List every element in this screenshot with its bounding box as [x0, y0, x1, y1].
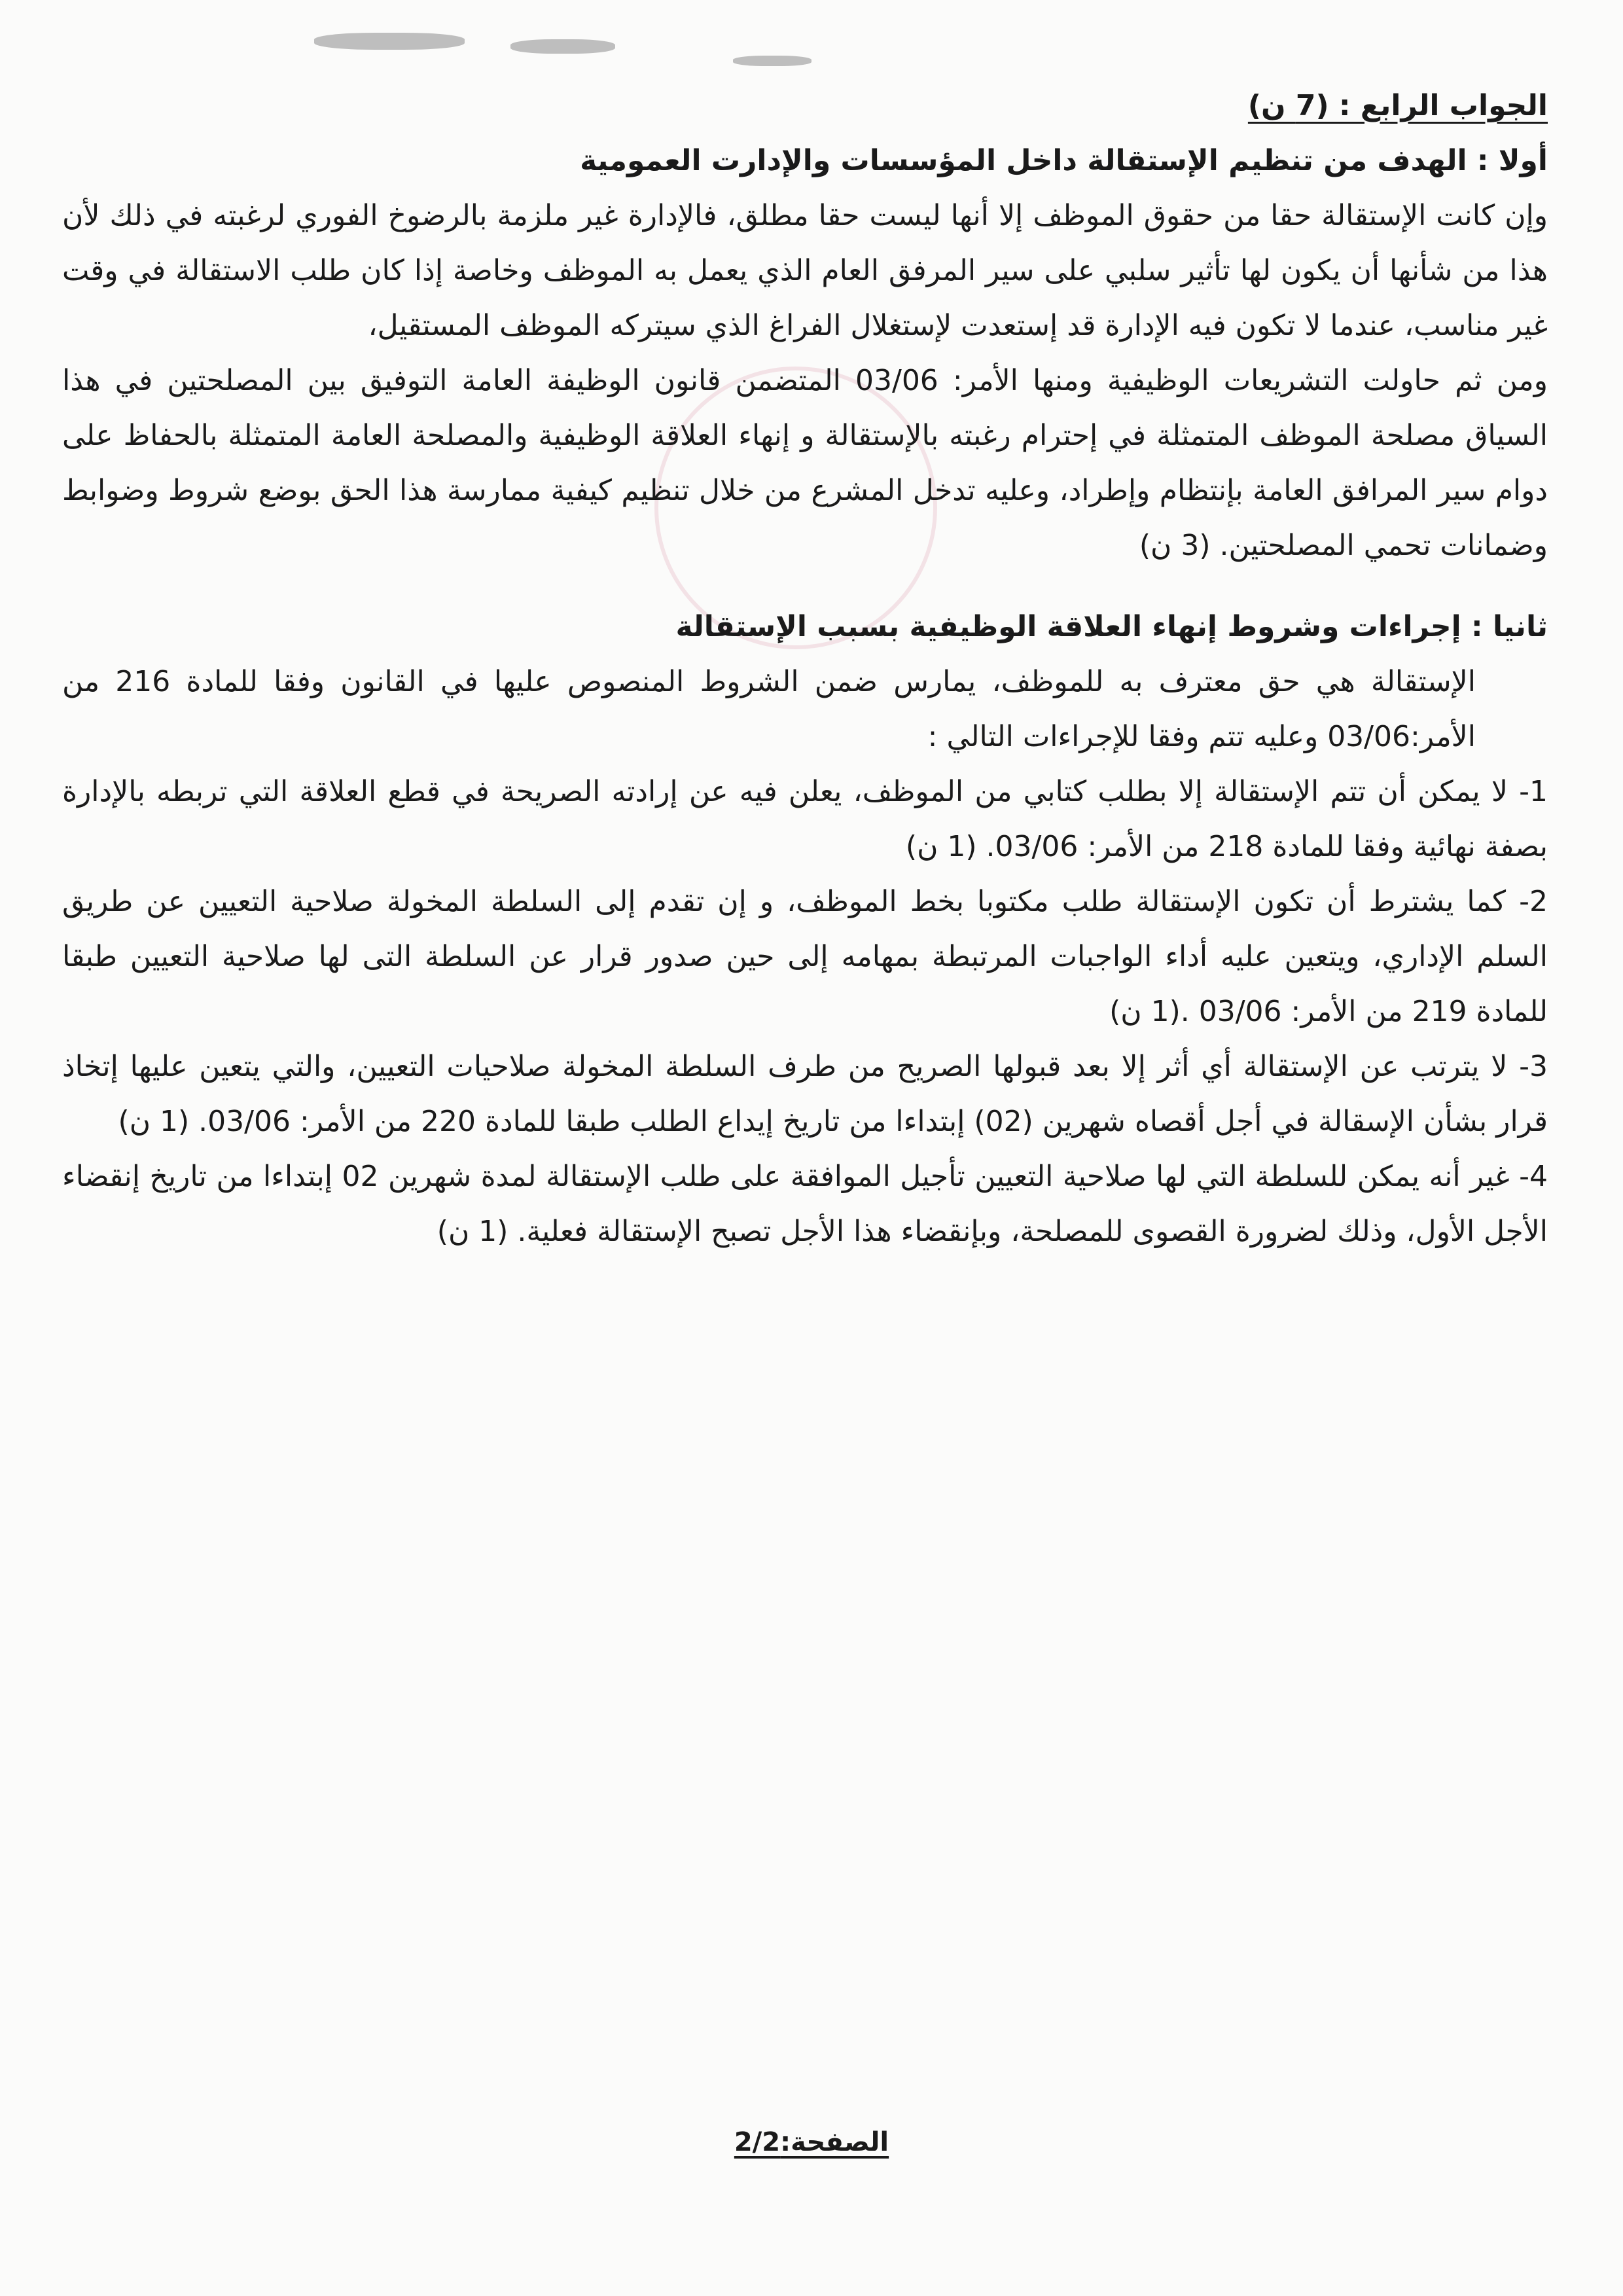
section-2-intro: الإستقالة هي حق معترف به للموظف، يمارس ضمن الشروط المنصوص عليها في القانون وفقا للمادة 216 من الأمر:03/06 وعليه تتم وفقا للإجراءات التالي : [62, 665, 1476, 753]
procedure-item: 4- غير أنه يمكن للسلطة التي لها صلاحية التعيين تأجيل الموافقة على طلب الإستقالة لمدة شهرين 02 إبتداءا من تاريخ إنقضاء الأجل الأول، وذلك لضرورة القصوى للمصلحة، وبإنقضاء هذا الأجل تصبح الإستقالة فعلية. (1 ن) [62, 1160, 1548, 1248]
answer-content [62, 79, 1548, 1259]
answer-heading: الجواب الرابع : (7 ن) [1247, 89, 1548, 122]
spacer [62, 573, 1548, 600]
scan-smudge [510, 39, 615, 54]
procedure-item: 3- لا يترتب عن الإستقالة أي أثر إلا بعد قبولها الصريح من طرف السلطة المخولة صلاحيات التعيين، والتي يتعين عليها إتخاذ قرار بشأن الإسقالة في أجل أقصاه شهرين (02) إبتداءا من تاريخ إيداع الطلب طبقا للمادة 220 من الأمر: 03/06. (1 ن) [62, 1050, 1548, 1138]
section-1-paragraph: ومن ثم حاولت التشريعات الوظيفية ومنها الأمر: 03/06 المتضمن قانون الوظيفة العامة التوفيق بين المصلحتين في هذا السياق مصلحة الموظف المتمثلة في إحترام رغبته بالإستقالة و إنهاء العلاقة الوظيفية والمصلحة العامة المتمثلة بالحفاظ على دوام سير المرافق العامة بإنتظام وإطراد، وعليه تدخل المشرع من خلال تنظيم كيفية ممارسة هذا الحق بوضع شروط وضوابط وضمانات تحمي المصلحتين. (3 ن) [62, 364, 1548, 562]
section-title-1: أولا : الهدف من تنظيم الإستقالة داخل المؤسسات والإدارت العمومية [580, 144, 1548, 177]
page-number: الصفحة:2/2 [734, 2127, 889, 2157]
procedure-item: 2- كما يشترط أن تكون الإستقالة طلب مكتوبا بخط الموظف، و إن تقدم إلى السلطة المخولة صلاحية التعيين عن طريق السلم الإداري، ويتعين عليه أداء الواجبات المرتبطة بمهامه إلى حين صدور قرار عن السلطة التى لها صلاحية التعيين طبقا للمادة 219 من الأمر: 03/06 .(1 ن) [62, 885, 1548, 1028]
scan-smudge [733, 56, 812, 66]
procedure-item: 1- لا يمكن أن تتم الإستقالة إلا بطلب كتابي من الموظف، يعلن فيه عن إرادته الصريحة في قطع العلاقة التي تربطه بالإدارة بصفة نهائية وفقا للمادة 218 من الأمر: 03/06. (1 ن) [62, 775, 1548, 863]
section-title-2: ثانيا : إجراءات وشروط إنهاء العلاقة الوظيفية بسبب الإستقالة [675, 610, 1548, 643]
scan-smudge [314, 33, 465, 50]
section-1-paragraph: وإن كانت الإستقالة حقا من حقوق الموظف إلا أنها ليست حقا مطلق، فالإدارة غير ملزمة بالرضوخ الفوري لرغبته في ذلك لأن هذا من شأنها أن يكون لها تأثير سلبي على سير المرفق العام الذي يعمل به الموظف وخاصة إذا كان طلب الاستقالة في وقت غير مناسب، عندما لا تكون فيه الإدارة قد إستعدت لإستغلال الفراغ الذي سيتركه الموظف المستقيل، [62, 199, 1548, 342]
